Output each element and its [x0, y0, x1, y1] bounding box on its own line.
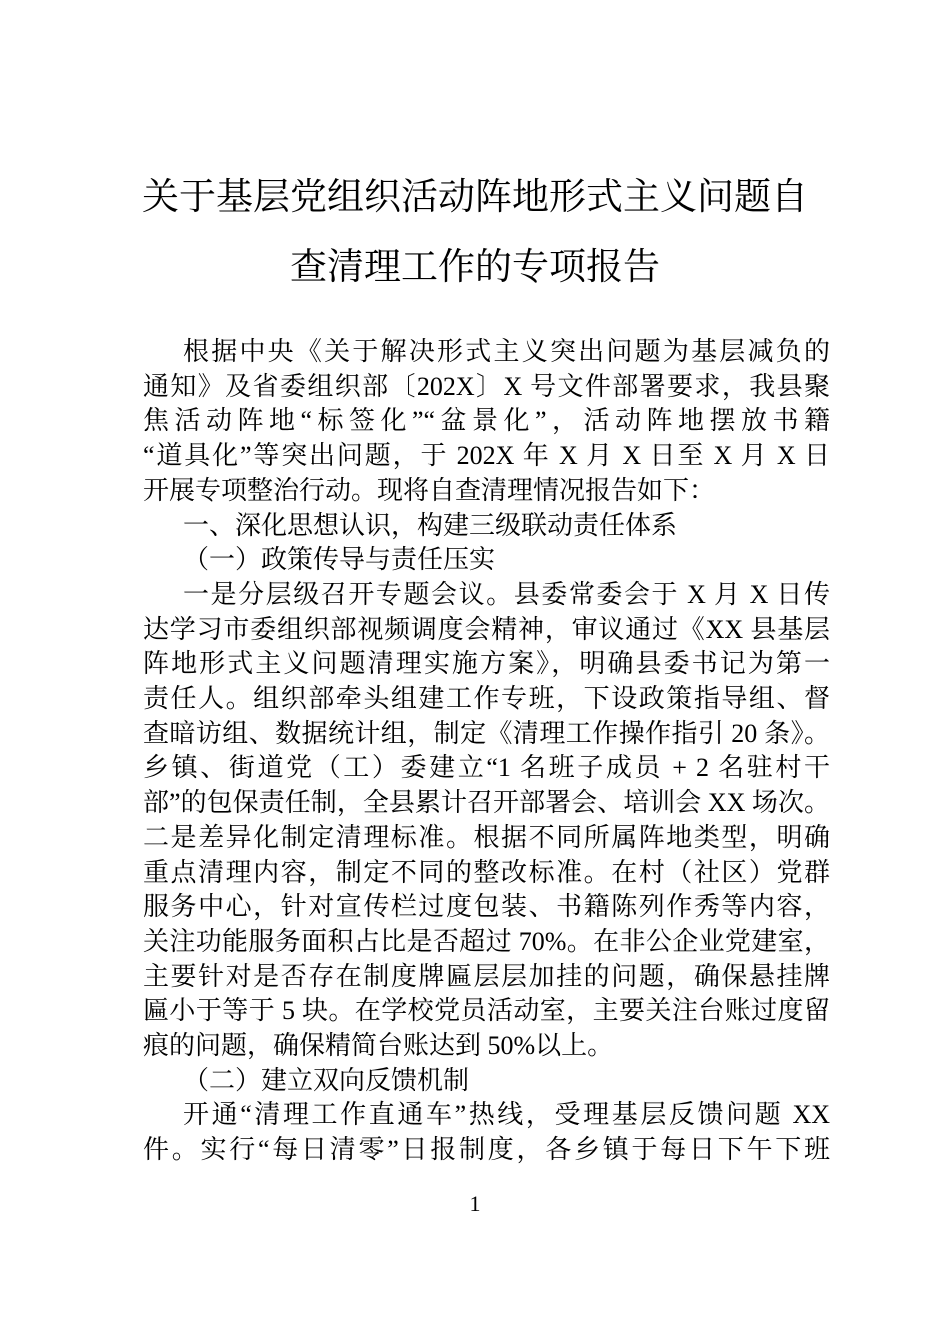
body-text-line: 服务中心，针对宣传栏过度包装、书籍陈列作秀等内容，: [143, 892, 830, 922]
body-text-line: （一）政策传导与责任压实: [183, 545, 496, 575]
body-text-line: 痕的问题，确保精简台账达到 50%以上。: [143, 1031, 614, 1060]
body-text-line: 部”的包保责任制，全县累计召开部署会、培训会 XX 场次。: [143, 788, 830, 818]
document-title-line-1: 关于基层党组织活动阵地形式主义问题自: [142, 175, 808, 218]
body-text-line: 达学习市委组织部视频调度会精神，审议通过《XX 县基层: [143, 614, 830, 644]
body-text-line: 焦活动阵地“标签化”“盆景化”，活动阵地摆放书籍: [143, 406, 830, 436]
body-text-line: 乡镇、街道党（工）委建立“1 名班子成员 + 2 名驻村干: [143, 753, 830, 783]
body-text-line: 匾小于等于 5 块。在学校党员活动室，主要关注台账过度留: [143, 996, 830, 1026]
body-text-line: “道具化”等突出问题，于 202X 年 X 月 X 日至 X 月 X 日: [143, 441, 830, 471]
body-text-line: 责任人。组织部牵头组建工作专班，下设政策指导组、督: [143, 684, 830, 713]
body-text-line: 一、深化思想认识，构建三级联动责任体系: [183, 510, 678, 540]
body-text-line: 重点清理内容，制定不同的整改标准。在村（社区）党群: [143, 857, 830, 887]
body-text-line: 主要针对是否存在制度牌匾层层加挂的问题，确保悬挂牌: [143, 961, 830, 991]
body-text-line: （二）建立双向反馈机制: [183, 1065, 470, 1095]
page-number: 1: [469, 1191, 481, 1216]
body-text-line: 查暗访组、数据统计组，制定《清理工作操作指引 20 条》。: [143, 718, 830, 748]
body-text-line: 开展专项整治行动。现将自查清理情况报告如下：: [143, 475, 716, 505]
body-text-line: 通知》及省委组织部〔202X〕X 号文件部署要求，我县聚: [143, 371, 830, 401]
body-text-line: 根据中央《关于解决形式主义突出问题为基层减负的: [183, 337, 830, 366]
body-text-line: 二是差异化制定清理标准。根据不同所属阵地类型，明确: [143, 822, 830, 852]
body-text-line: 阵地形式主义问题清理实施方案》，明确县委书记为第一: [143, 649, 830, 679]
body-text-line: 关注功能服务面积占比是否超过 70%。在非公企业党建室，: [143, 926, 830, 956]
body-text-line: 开通“清理工作直通车”热线，受理基层反馈问题 XX: [183, 1100, 830, 1130]
document-title-line-2: 查清理工作的专项报告: [290, 245, 660, 288]
body-text-line: 一是分层级召开专题会议。县委常委会于 X 月 X 日传: [183, 579, 830, 609]
body-text-line: 件。实行“每日清零”日报制度，各乡镇于每日下午下班: [143, 1135, 830, 1165]
